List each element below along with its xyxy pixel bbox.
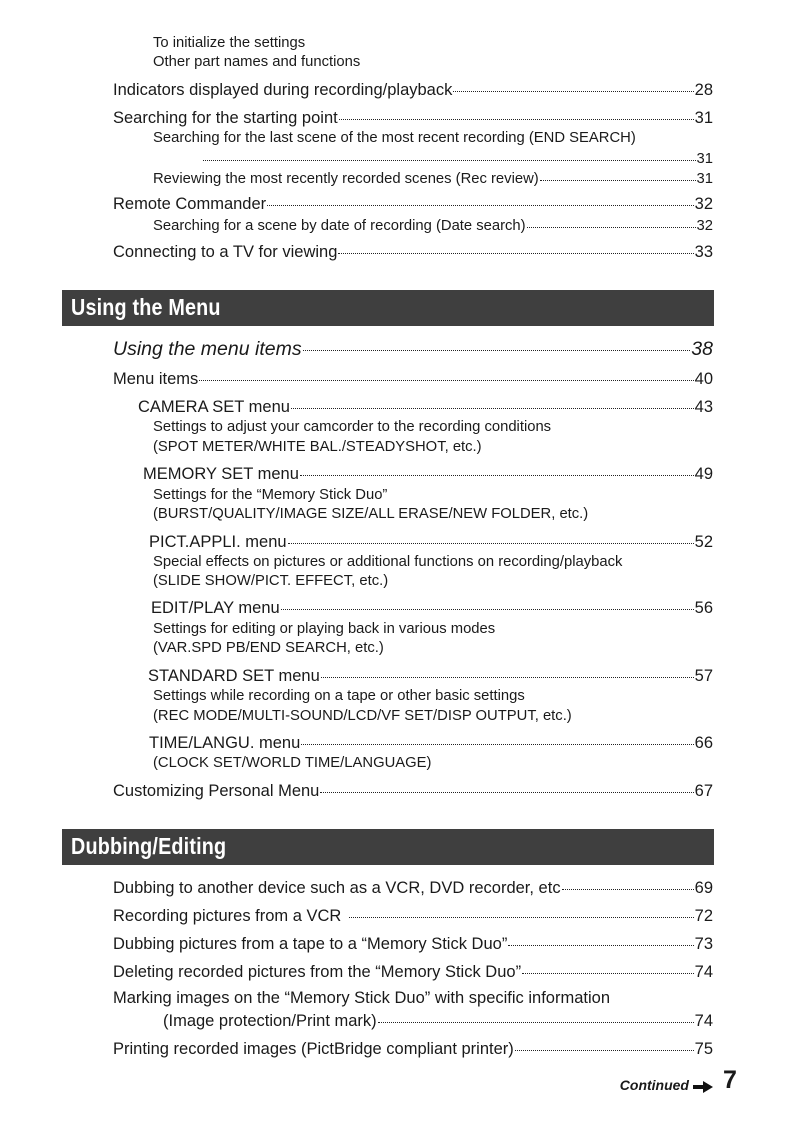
dot-leader [338, 238, 693, 254]
toc-entry-camera-set[interactable] [138, 396, 713, 417]
toc-entry-title: PICT.APPLI. menu [149, 532, 287, 551]
toc-entry-title: Searching for the starting point [113, 108, 338, 127]
toc-entry-edit-play[interactable] [151, 597, 713, 618]
dot-leader [267, 190, 694, 206]
menu-description: (SPOT METER/WHITE BAL./STEADYSHOT, etc.) [153, 439, 482, 455]
dot-leader [453, 76, 693, 92]
toc-entry[interactable] [163, 1010, 713, 1031]
dot-leader [199, 365, 693, 381]
toc-page-number: 49 [694, 464, 713, 483]
toc-entry-pict-appli[interactable] [149, 531, 713, 552]
toc-entry-title: Customizing Personal Menu [113, 781, 320, 800]
dot-leader [320, 777, 693, 793]
toc-entry[interactable] [113, 780, 713, 801]
toc-entry-title: Searching for a scene by date of recording (Date search) [153, 218, 526, 235]
toc-entry-title: TIME/LANGU. menu [149, 733, 301, 752]
dot-leader [515, 1035, 694, 1051]
dot-leader [527, 213, 696, 227]
toc-entry-title: Reviewing the most recently recorded scenes (Rec review) [153, 171, 539, 188]
toc-entry[interactable] [113, 368, 713, 389]
toc-entry-title: Dubbing to another device such as a VCR, DVD recorder, etc [113, 878, 561, 897]
right-arrow-icon [693, 1081, 713, 1093]
toc-entry[interactable] [113, 961, 713, 982]
toc-entry-standard-set[interactable] [148, 665, 713, 686]
toc-subentry[interactable] [153, 169, 713, 187]
page-number: 7 [723, 1066, 737, 1094]
toc-page-number: 28 [694, 80, 713, 99]
toc-page-number: 72 [694, 906, 713, 925]
dot-leader [300, 460, 694, 476]
toc-page-number: 69 [694, 878, 713, 897]
dot-leader [291, 393, 694, 409]
toc-subentry-title[interactable]: Searching for the last scene of the most recent recording (END SEARCH) [153, 130, 636, 146]
toc-page-number: 75 [694, 1039, 713, 1058]
dot-leader [203, 146, 696, 160]
toc-page-number: 66 [694, 733, 713, 752]
toc-subentry[interactable] [153, 216, 713, 234]
dot-leader [339, 104, 694, 120]
toc-page-number: 32 [694, 194, 713, 213]
toc-entry[interactable] [113, 905, 713, 926]
toc-entry[interactable] [113, 877, 713, 898]
toc-entry[interactable] [113, 241, 713, 262]
dot-leader [540, 166, 696, 180]
toc-entry-title: Recording pictures from a VCR [113, 906, 342, 925]
toc-entry[interactable] [113, 107, 713, 128]
toc-page-number: 31 [694, 108, 713, 127]
intro-line: To initialize the settings [153, 35, 306, 51]
toc-entry-title: Dubbing pictures from a tape to a “Memory Stick Duo” [113, 934, 508, 953]
menu-description: Settings while recording on a tape or other basic settings [153, 688, 525, 704]
toc-entry[interactable] [113, 1038, 713, 1059]
menu-description: (CLOCK SET/WORLD TIME/LANGUAGE) [153, 755, 432, 771]
dot-leader [281, 594, 694, 610]
toc-entry-title: STANDARD SET menu [148, 666, 320, 685]
dot-leader [378, 1007, 694, 1023]
menu-description: Settings for editing or playing back in various modes [153, 621, 496, 637]
toc-page-number: 43 [694, 397, 713, 416]
toc-entry-title: CAMERA SET menu [138, 397, 290, 416]
toc-entry[interactable] [113, 933, 713, 954]
section-heading: Using the Menu [71, 294, 221, 320]
toc-page-number: 67 [694, 781, 713, 800]
toc-page-number: 74 [694, 962, 713, 981]
section-heading: Dubbing/Editing [71, 833, 227, 859]
dot-leader [301, 729, 693, 745]
toc-page-number: 31 [696, 171, 713, 188]
section-heading-bar [62, 290, 714, 326]
toc-entry-memory-set[interactable] [143, 463, 713, 484]
menu-description: (VAR.SPD PB/END SEARCH, etc.) [153, 640, 384, 656]
toc-entry-title: Using the menu items [113, 337, 302, 360]
toc-main-entry[interactable] [113, 336, 713, 361]
dot-leader [562, 874, 694, 890]
dot-leader [522, 958, 694, 974]
intro-line: Other part names and functions [153, 54, 361, 70]
toc-page-number: 56 [694, 598, 713, 617]
toc-entry-title: Remote Commander [113, 194, 267, 213]
menu-description: Settings for the “Memory Stick Duo” [153, 487, 388, 503]
toc-entry-title: MEMORY SET menu [143, 464, 299, 483]
dot-leader [303, 333, 691, 352]
toc-page-number: 33 [694, 242, 713, 261]
dot-leader [508, 930, 693, 946]
toc-entry-title: (Image protection/Print mark) [163, 1011, 377, 1030]
toc-entry-title: Deleting recorded pictures from the “Memory Stick Duo” [113, 962, 522, 981]
toc-entry-title: Printing recorded images (PictBridge compliant printer) [113, 1039, 514, 1058]
menu-description: (SLIDE SHOW/PICT. EFFECT, etc.) [153, 573, 389, 589]
continued-label: Continued [619, 1077, 689, 1093]
dot-leader [349, 902, 693, 918]
toc-entry-title[interactable]: Marking images on the “Memory Stick Duo” with specific information [113, 989, 611, 1007]
toc-entry[interactable] [113, 193, 713, 214]
menu-description: Settings to adjust your camcorder to the recording conditions [153, 419, 552, 435]
toc-page-number: 32 [696, 218, 713, 235]
section-heading-bar [62, 829, 714, 865]
toc-entry-title: Indicators displayed during recording/playback [113, 80, 453, 99]
dot-leader [321, 662, 694, 678]
toc-entry[interactable] [113, 79, 713, 100]
dot-leader [288, 528, 694, 544]
menu-description: (REC MODE/MULTI-SOUND/LCD/VF SET/DISP OUTPUT, etc.) [153, 708, 572, 724]
toc-subentry[interactable] [202, 149, 713, 167]
toc-page-number: 74 [694, 1011, 713, 1030]
toc-page-number: 52 [694, 532, 713, 551]
toc-page-number: 31 [696, 151, 713, 168]
toc-entry-time-langu[interactable] [149, 732, 713, 753]
toc-entry-title: Connecting to a TV for viewing [113, 242, 338, 261]
toc-page-number: 73 [694, 934, 713, 953]
menu-description: (BURST/QUALITY/IMAGE SIZE/ALL ERASE/NEW FOLDER, etc.) [153, 506, 589, 522]
toc-entry-title: Menu items [113, 369, 199, 388]
menu-description: Special effects on pictures or additional functions on recording/playback [153, 554, 623, 570]
toc-page-number: 57 [694, 666, 713, 685]
toc-page-number: 38 [691, 337, 713, 360]
toc-entry-title: EDIT/PLAY menu [151, 598, 280, 617]
toc-page-number: 40 [694, 369, 713, 388]
